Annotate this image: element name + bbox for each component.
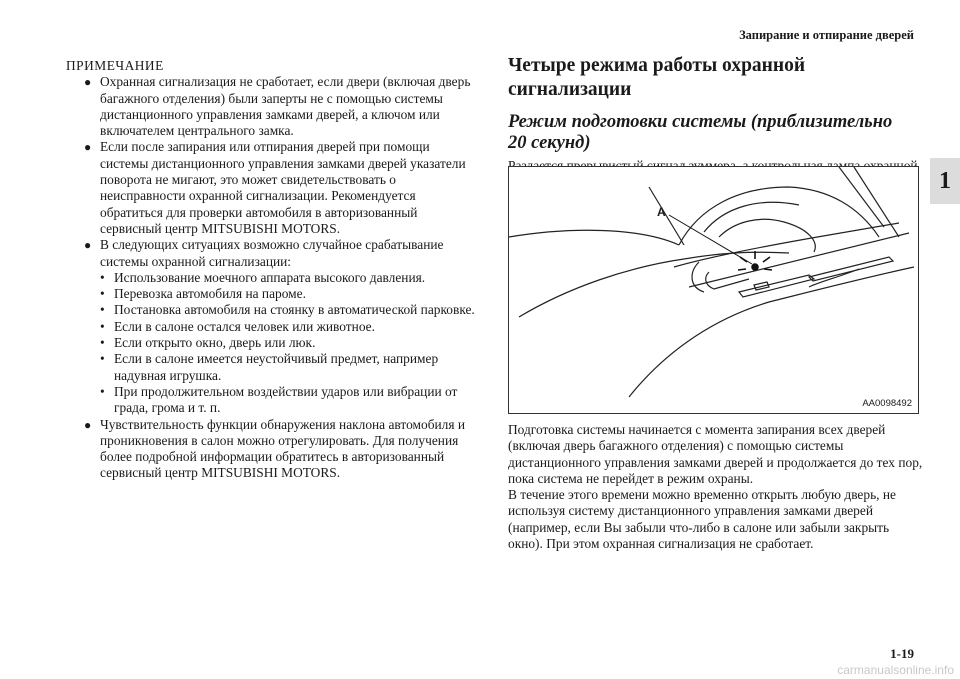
note-bullet (66, 139, 478, 237)
watermark: carmanualsonline.info (837, 663, 954, 677)
body-text (508, 422, 926, 552)
sub-bullet-icon: • (100, 269, 105, 285)
situation-text: Постановка автомобиля на стоянку в автоматической парковке. (114, 302, 475, 318)
note-title: ПРИМЕЧАНИЕ (66, 58, 164, 73)
sub-bullet-icon: • (100, 318, 105, 334)
page-header: Запирание и отпирание дверей (739, 28, 914, 42)
situation-text: Если в салоне остался человек или животное. (114, 318, 375, 334)
situation-item (100, 335, 478, 351)
section-subtitle-line1: Режим подготовки системы (приблизительно (508, 112, 893, 132)
bullet-icon: ● (84, 75, 92, 90)
situation-text: При продолжительном воздействии ударов или вибрации от града, грома и т. п. (114, 383, 458, 416)
callout-label: A (657, 205, 666, 219)
note-bullet-text: В следующих ситуациях возможно случайное срабатывание системы охранной сигнализации: (100, 237, 444, 269)
figure-code: AA0098492 (862, 398, 912, 409)
sub-bullet-icon: • (100, 351, 105, 367)
situation-item (100, 286, 478, 302)
note-bullet (66, 417, 478, 482)
situation-item (100, 302, 478, 318)
sub-bullet-icon: • (100, 335, 105, 351)
note-bullet-text: Если после запирания или отпирания дверей при помощи системы дистанционного управления замками дверей указатели поворота не мигают, это может свидетельствовать о неисправности охранной сигнализации. Рекомендуется обратиться для проверки автомобиля в авторизованный сервисный центр MITSUBISHI MOTORS. (100, 139, 466, 236)
note-bullet-text: Охранная сигнализация не сработает, если двери (включая дверь багажного отделения) были заперты не с помощью системы дистанционного управления замками дверей, а ключом или включателем центрального замка. (100, 74, 471, 139)
situation-text: Если открыто окно, дверь или люк. (114, 335, 316, 351)
body-paragraph: Подготовка системы начинается с момента запирания всех дверей (включая дверь багажного отделения) с помощью системы дистанционного управления замками дверей и продолжается до тех пор, пока система не перейдет в режим охраны. (508, 422, 923, 486)
body-paragraph: В течение этого времени можно временно открыть любую дверь, не используя систему дистанционного управления замками дверей (например, если Вы забыли что-либо в салоне или забыли закрыть окно). При этом охранная сигнализация не сработает. (508, 487, 896, 552)
note-bullet (66, 74, 478, 139)
bullet-icon: ● (84, 238, 92, 253)
bullet-icon: ● (84, 140, 92, 155)
bullet-icon: ● (84, 417, 92, 432)
note-bullet (66, 237, 478, 416)
dashboard-drawing-icon (509, 167, 920, 415)
page-number: 1-19 (890, 646, 914, 661)
note-bullet-text: Чувствительность функции обнаружения наклона автомобиля и проникновения в салон можно отрегулировать. Для получения более подробной информации обратитесь в авторизованный сервисный центр MITSUBISHI MOTORS. (100, 416, 466, 481)
sub-bullet-icon: • (100, 302, 105, 318)
situation-item (100, 351, 478, 384)
chapter-tab: 1 (930, 158, 960, 204)
dashboard-illustration (508, 166, 919, 414)
section-title: Четыре режима работы охранной сигнализации (508, 55, 806, 100)
note-block (66, 58, 478, 482)
situation-text: Если в салоне имеется неустойчивый предмет, например надувная игрушка. (114, 351, 439, 383)
sub-bullet-icon: • (100, 286, 105, 302)
situation-item (100, 270, 478, 286)
situation-text: Перевозка автомобиля на пароме. (114, 286, 306, 302)
situation-item (100, 384, 478, 417)
sub-bullet-icon: • (100, 383, 105, 399)
situation-text: Использование моечного аппарата высокого давления. (114, 269, 426, 285)
section-subtitle-line2: 20 секунд) (508, 133, 591, 153)
situation-item (100, 319, 478, 335)
